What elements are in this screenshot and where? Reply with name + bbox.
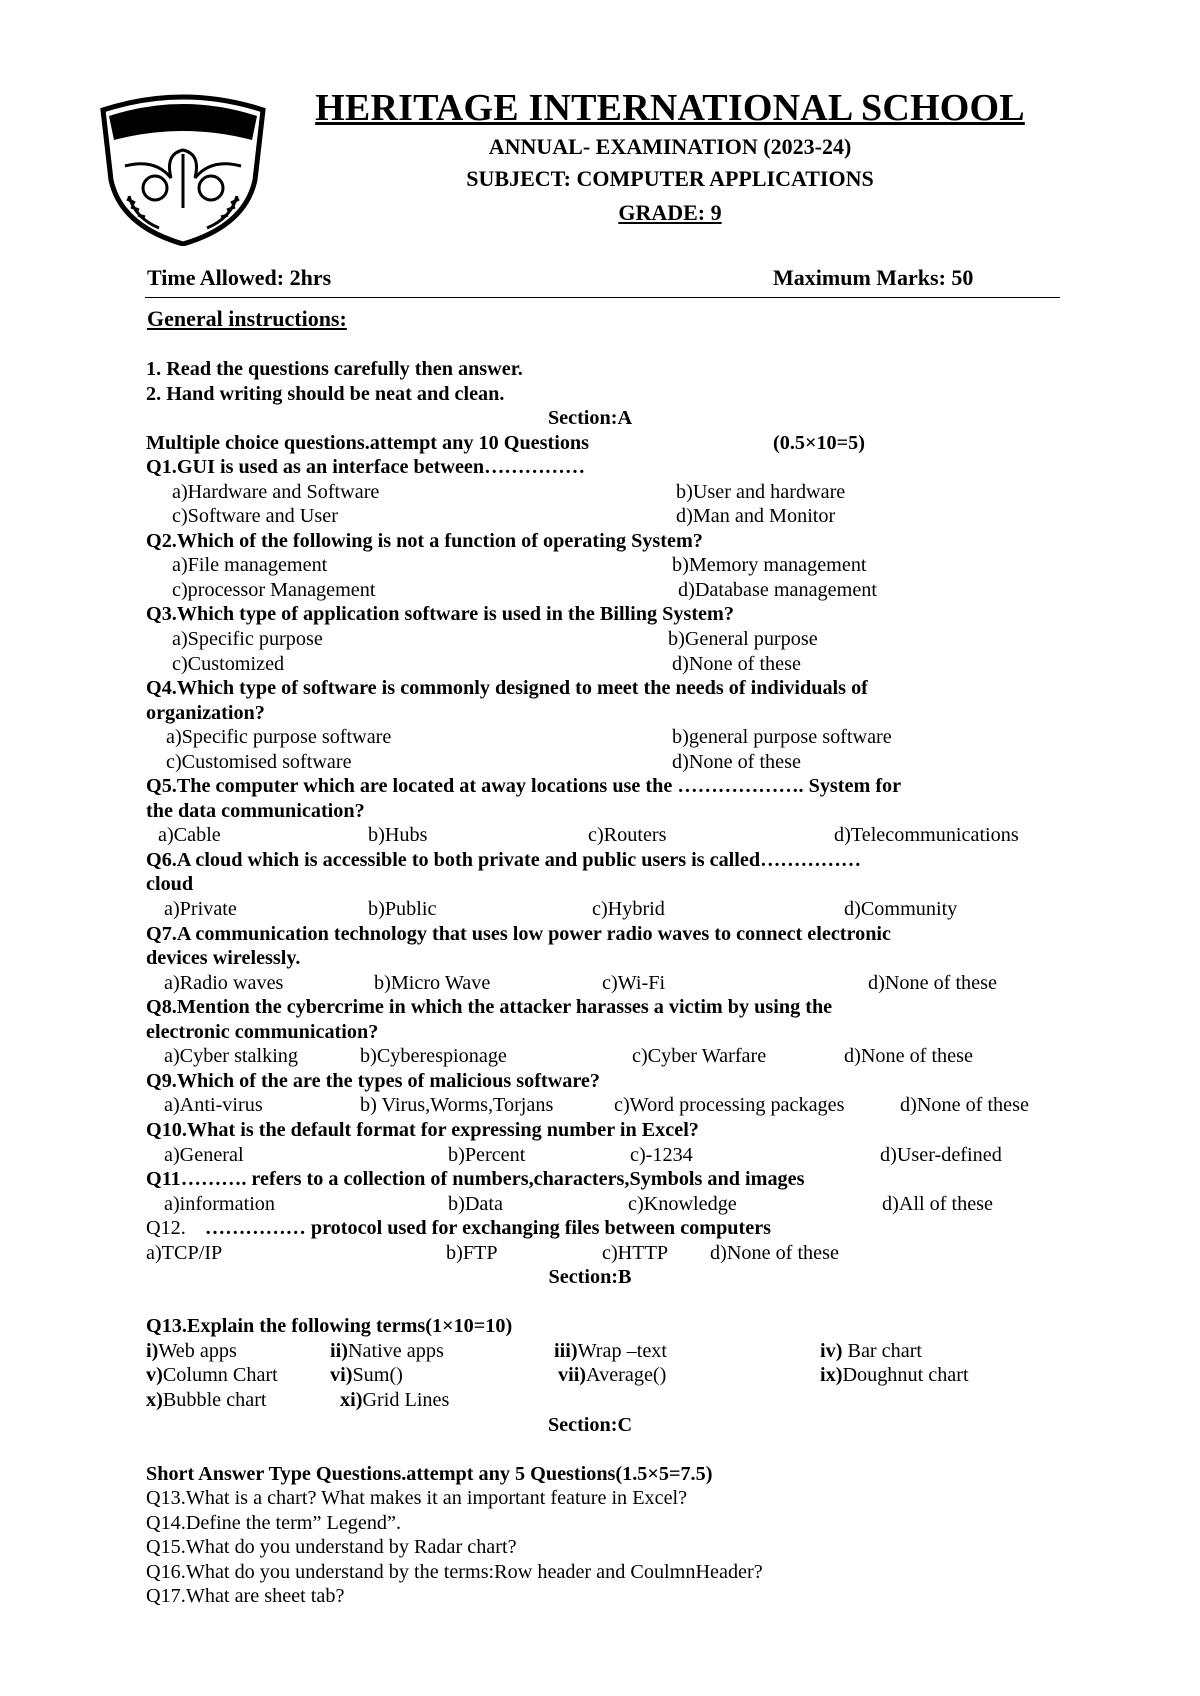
term-1: i)Web apps [146, 1339, 237, 1362]
term-5: v)Column Chart [146, 1364, 278, 1387]
general-instructions-title: General instructions: [147, 306, 347, 331]
q1-option-d: d)Man and Monitor [676, 505, 836, 528]
question-7-line-2: devices wirelessly. [146, 947, 301, 970]
school-logo [95, 88, 271, 246]
terms-row-1 [146, 1339, 1066, 1364]
question-2: Q2.Which of the following is not a function of operating System? [146, 529, 703, 552]
terms-row-3 [146, 1388, 1066, 1413]
q2-option-c: c)processor Management [172, 578, 376, 601]
question-6-line-1: Q6.A cloud which is accessible to both private and public users is called…………… [146, 848, 862, 871]
q6-option-c: c)Hybrid [592, 898, 665, 921]
q12-option-d: d)None of these [710, 1241, 839, 1264]
question-4-options-ab [146, 725, 1066, 750]
question-1-options-cd [146, 504, 1066, 529]
question-2-options-cd [146, 578, 1066, 603]
question-5-line-2: the data communication? [146, 799, 365, 822]
term-9: x)Bubble chart [146, 1388, 267, 1411]
question-6-options [146, 897, 1066, 922]
q12-text: …………… protocol used for exchanging files between computers [204, 1217, 772, 1240]
q2-option-d: d)Database management [678, 578, 877, 601]
term-7: vii)Average() [558, 1364, 667, 1387]
question-13-explain: Q13.Explain the following terms(1×10=10) [146, 1315, 513, 1338]
header-divider [145, 297, 1060, 298]
short-question-17: Q17.What are sheet tab? [146, 1585, 345, 1608]
term-2: ii)Native apps [330, 1339, 444, 1362]
q3-option-c: c)Customized [172, 652, 285, 675]
short-question-14: Q14.Define the term” Legend”. [146, 1511, 402, 1534]
q12-option-b: b)FTP [446, 1241, 498, 1264]
q6-option-a: a)Private [164, 898, 237, 921]
question-8-options [146, 1044, 1066, 1069]
q3-option-d: d)None of these [672, 652, 801, 675]
q5-option-b: b)Hubs [368, 824, 428, 847]
q1-option-a: a)Hardware and Software [172, 480, 380, 503]
question-2-options-ab [146, 553, 1066, 578]
q11-option-b: b)Data [448, 1192, 503, 1215]
q1-option-c: c)Software and User [172, 505, 338, 528]
school-name: HERITAGE INTERNATIONAL SCHOOL [315, 87, 1025, 129]
question-11: Q11………. refers to a collection of numbers,characters,Symbols and images [146, 1168, 805, 1191]
term-6: vi)Sum() [330, 1364, 403, 1387]
maximum-marks: Maximum Marks: 50 [773, 265, 974, 290]
q3-option-b: b)General purpose [668, 628, 818, 651]
q6-option-d: d)Community [844, 898, 958, 921]
question-1: Q1.GUI is used as an interface between…………… [146, 456, 586, 479]
instruction-2: 2. Hand writing should be neat and clean. [146, 382, 505, 405]
q12-option-c: c)HTTP [602, 1241, 669, 1264]
q4-option-b: b)general purpose software [672, 726, 892, 749]
q10-option-c: c)-1234 [630, 1143, 693, 1166]
q8-option-b: b)Cyberespionage [360, 1045, 507, 1068]
section-c-intro: Short Answer Type Questions.attempt any 5 Questions(1.5×5=7.5) [146, 1462, 713, 1485]
term-4: iv) Bar chart [820, 1339, 923, 1362]
section-b-title: Section:B [548, 1266, 632, 1289]
time-allowed: Time Allowed: 2hrs [147, 265, 332, 290]
question-7-options [146, 971, 1066, 996]
q9-option-b: b) Virus,Worms,Torjans [360, 1094, 554, 1117]
q9-option-c: c)Word processing packages [614, 1094, 845, 1117]
question-4-line-2: organization? [146, 701, 265, 724]
section-c-title: Section:C [547, 1413, 633, 1436]
instruction-1: 1. Read the questions carefully then answer. [146, 358, 523, 380]
q9-option-a: a)Anti-virus [164, 1094, 263, 1117]
q10-option-a: a)General [164, 1143, 244, 1166]
q9-option-d: d)None of these [900, 1094, 1029, 1117]
q11-option-d: d)All of these [882, 1192, 994, 1215]
short-question-15: Q15.What do you understand by Radar chart? [146, 1536, 517, 1559]
section-a-marks: (0.5×10=5) [773, 431, 865, 454]
question-8-line-1: Q8.Mention the cybercrime in which the attacker harasses a victim by using the [146, 996, 833, 1019]
short-question-13: Q13.What is a chart? What makes it an important feature in Excel? [146, 1487, 688, 1510]
question-7-line-1: Q7.A communication technology that uses low power radio waves to connect electronic [146, 922, 891, 945]
term-3: iii)Wrap –text [554, 1339, 667, 1362]
question-paper-body [146, 357, 1066, 1609]
q3-option-a: a)Specific purpose [172, 628, 323, 651]
q2-option-a: a)File management [172, 554, 328, 577]
q11-option-a: a)information [164, 1192, 275, 1215]
q8-option-a: a)Cyber stalking [164, 1045, 298, 1068]
q4-option-d: d)None of these [672, 750, 801, 773]
q4-option-a: a)Specific purpose software [166, 726, 392, 749]
section-a-intro [146, 431, 1066, 456]
q5-option-c: c)Routers [588, 824, 667, 847]
question-12 [146, 1216, 1066, 1241]
question-3-options-ab [146, 627, 1066, 652]
short-question-16: Q16.What do you understand by the terms:Row header and CoulmnHeader? [146, 1560, 763, 1583]
question-4-line-1: Q4.Which type of software is commonly designed to meet the needs of individuals of [146, 677, 868, 700]
term-10: xi)Grid Lines [340, 1388, 450, 1411]
q7-option-c: c)Wi-Fi [602, 971, 666, 994]
question-11-options [146, 1192, 1066, 1217]
q4-option-c: c)Customised software [166, 750, 352, 773]
q2-option-b: b)Memory management [672, 554, 867, 577]
q11-option-c: c)Knowledge [628, 1192, 737, 1215]
term-8: ix)Doughnut chart [820, 1364, 969, 1387]
question-6-line-2: cloud [146, 873, 194, 896]
q7-option-b: b)Micro Wave [374, 971, 491, 994]
q7-option-a: a)Radio waves [164, 971, 284, 994]
question-10: Q10.What is the default format for expressing number in Excel? [146, 1118, 699, 1141]
q12-number: Q12. [146, 1217, 186, 1240]
section-a-intro-text: Multiple choice questions.attempt any 10 Questions [146, 431, 590, 454]
exam-title: ANNUAL- EXAMINATION (2023-24) [488, 134, 852, 159]
terms-row-2 [146, 1363, 1066, 1388]
grade-title: GRADE: 9 [618, 200, 722, 225]
q12-option-a: a)TCP/IP [146, 1241, 223, 1264]
subject-title: SUBJECT: COMPUTER APPLICATIONS [466, 166, 874, 191]
question-8-line-2: electronic communication? [146, 1020, 379, 1043]
question-5-line-1: Q5.The computer which are located at away locations use the ………………. System for [146, 775, 902, 798]
q5-option-a: a)Cable [158, 824, 221, 847]
question-4-options-cd [146, 750, 1066, 775]
question-9: Q9.Which of the are the types of malicious software? [146, 1069, 600, 1092]
q10-option-d: d)User-defined [880, 1143, 1002, 1166]
question-5-options [146, 823, 1066, 848]
q6-option-b: b)Public [368, 898, 437, 921]
q8-option-d: d)None of these [844, 1045, 973, 1068]
q8-option-c: c)Cyber Warfare [632, 1045, 767, 1068]
q7-option-d: d)None of these [868, 971, 997, 994]
q5-option-d: d)Telecommunications [834, 824, 1019, 847]
question-9-options [146, 1093, 1066, 1118]
question-3: Q3.Which type of application software is used in the Billing System? [146, 603, 734, 626]
question-3-options-cd [146, 652, 1066, 677]
question-1-options-ab [146, 480, 1066, 505]
question-10-options [146, 1143, 1066, 1168]
question-12-options [146, 1241, 1066, 1266]
section-a-title: Section:A [547, 407, 633, 430]
q1-option-b: b)User and hardware [676, 480, 846, 503]
q10-option-b: b)Percent [448, 1143, 526, 1166]
